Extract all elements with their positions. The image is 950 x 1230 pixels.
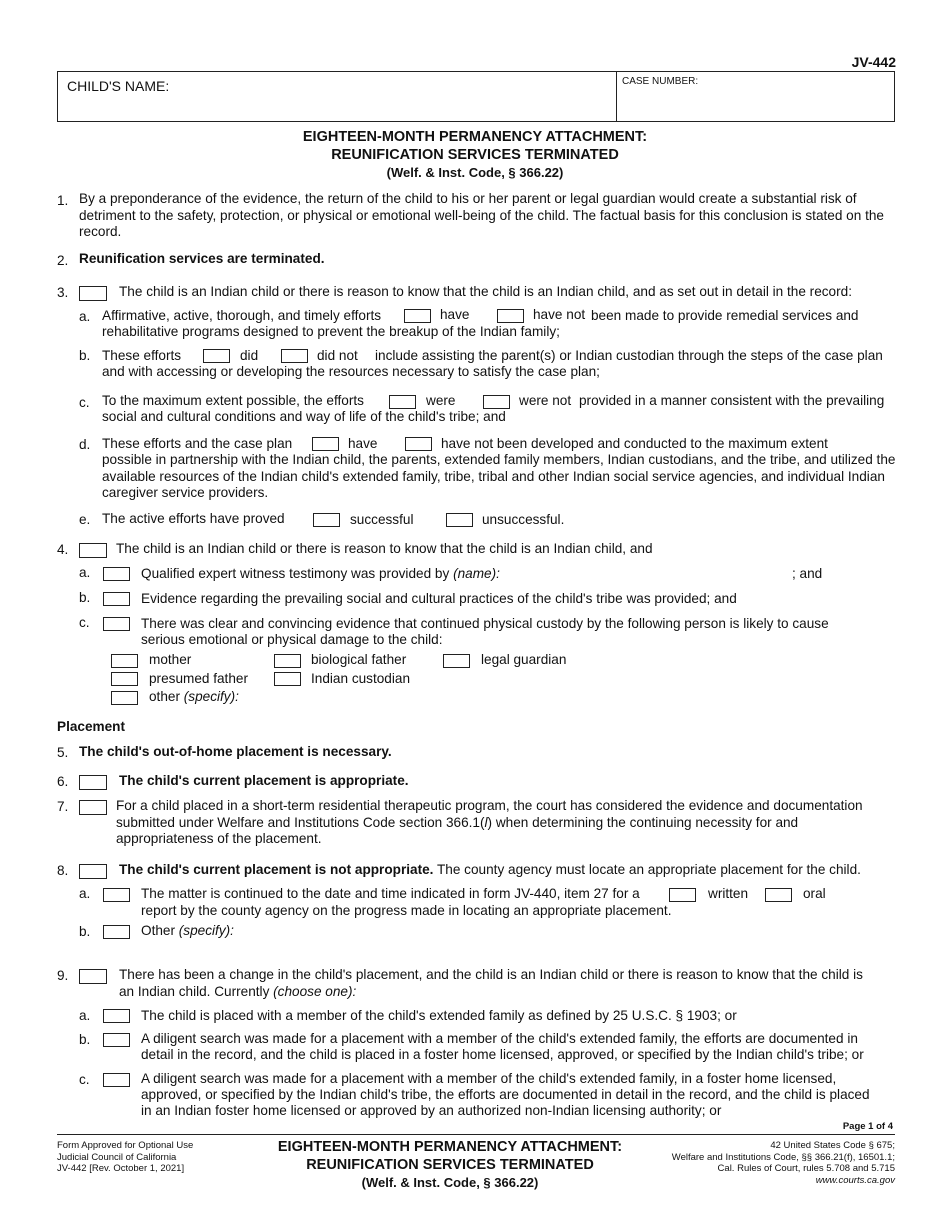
item-9a-letter: a. <box>79 1008 91 1023</box>
footer-title <box>240 1138 660 1192</box>
item-9-text-2 <box>119 984 356 1001</box>
item-8-text <box>119 862 861 879</box>
item-4c-indian-custodian-label: Indian custodian <box>311 671 411 686</box>
item-4c-other-text: other <box>149 689 180 704</box>
footer-left-2: Judicial Council of California <box>57 1151 177 1163</box>
item-9b-text-1: A diligent search was made for a placement with a member of the child's extended family, the efforts are documented in <box>141 1031 858 1046</box>
item-8b-specify: (specify): <box>178 923 234 938</box>
item-3d-letter: d. <box>79 437 91 452</box>
item-4b-text: Evidence regarding the prevailing social and cultural practices of the child's tribe was provided; and <box>141 591 737 606</box>
page-number: Page 1 of 4 <box>842 1121 893 1132</box>
item-3e-successful-checkbox[interactable] <box>313 513 340 527</box>
footer-right-3: Cal. Rules of Court, rules 5.708 and 5.715 <box>717 1163 895 1174</box>
item-4c-bio-father-checkbox[interactable] <box>274 654 301 668</box>
item-8a-checkbox[interactable] <box>103 888 130 902</box>
item-3b-letter: b. <box>79 348 91 363</box>
item-9c-text-1: A diligent search was made for a placement with a member of the child's extended family, in a foster home licensed, <box>141 1071 837 1086</box>
form-number: JV-442 <box>851 54 896 70</box>
item-7-text-1: For a child placed in a short-term residential therapeutic program, the court has considered the evidence and documentation <box>116 798 863 813</box>
item-4a-text-italic: (name): <box>453 566 500 581</box>
item-3-text: The child is an Indian child or there is reason to know that the child is an Indian child, and as set out in detail in the record: <box>119 284 852 299</box>
item-9c-letter: c. <box>79 1072 90 1087</box>
footer-right-1: 42 United States Code § 675; <box>770 1140 895 1151</box>
item-8a-text-1: The matter is continued to the date and time indicated in form JV-440, item 27 for a <box>141 886 640 901</box>
item-4b-letter: b. <box>79 590 91 605</box>
item-4c-bio-father-label: biological father <box>311 652 407 667</box>
title-line-3: (Welf. & Inst. Code, § 366.22) <box>386 165 564 180</box>
item-8b-text <box>141 923 234 940</box>
item-9b-letter: b. <box>79 1032 91 1047</box>
title-line-2: REUNIFICATION SERVICES TERMINATED <box>331 147 619 163</box>
item-3b-did-checkbox[interactable] <box>203 349 230 363</box>
courts-website-link[interactable]: www.courts.ca.gov <box>815 1174 895 1186</box>
item-3b-did-not-checkbox[interactable] <box>281 349 308 363</box>
item-2-number: 2. <box>57 253 69 268</box>
item-1-text: By a preponderance of the evidence, the return of the child to his or her parent or legal guardian would create a substantial risk of detriment to the safety, protection, or physical or emotional well-being of the child. The factual basis for this conclusion is stated on the record. <box>79 191 884 239</box>
item-4c-legal-guardian-checkbox[interactable] <box>443 654 470 668</box>
item-3b-text-2: include assisting the parent(s) or Indian custodian through the steps of the case plan <box>375 348 883 363</box>
item-8a-written-label: written <box>708 886 749 901</box>
item-3e-unsuccessful-checkbox[interactable] <box>446 513 473 527</box>
item-3d-text-1: These efforts and the case plan <box>102 436 293 451</box>
item-8b-checkbox[interactable] <box>103 925 130 939</box>
item-2-text: Reunification services are terminated. <box>79 251 325 266</box>
footer-rule <box>57 1134 895 1135</box>
item-8a-letter: a. <box>79 886 91 901</box>
item-6-text: The child's current placement is appropriate. <box>119 773 409 788</box>
item-1-number: 1. <box>57 193 69 208</box>
item-3c-text-1: To the maximum extent possible, the efforts <box>102 393 364 408</box>
item-7-text-3: appropriateness of the placement. <box>116 831 322 846</box>
item-8-text-rest: The county agency must locate an appropriate placement for the child. <box>433 862 861 877</box>
item-3b-text-3: and with accessing or developing the resources necessary to satisfy the case plan; <box>102 364 600 379</box>
footer-right <box>672 1140 895 1186</box>
placement-heading: Placement <box>57 719 126 734</box>
item-3d-have-label: have <box>348 436 378 451</box>
item-8b-other: Other <box>141 923 175 938</box>
item-4a-checkbox[interactable] <box>103 567 130 581</box>
item-4c-other-checkbox[interactable] <box>111 691 138 705</box>
item-9-checkbox[interactable] <box>79 969 107 984</box>
item-3c-letter: c. <box>79 395 90 410</box>
item-3a-text-3: rehabilitative programs designed to prevent the breakup of the Indian family; <box>102 324 560 339</box>
item-6-number: 6. <box>57 774 69 789</box>
item-3b-did-not-label: did not <box>317 348 358 363</box>
item-9c-checkbox[interactable] <box>103 1073 130 1087</box>
item-9b-checkbox[interactable] <box>103 1033 130 1047</box>
item-4a-letter: a. <box>79 565 91 580</box>
item-4-text: The child is an Indian child or there is reason to know that the child is an Indian child, and <box>116 541 653 556</box>
item-7-text-2a: submitted under Welfare and Institutions Code section 366.1( <box>116 815 485 830</box>
item-4-checkbox[interactable] <box>79 543 107 558</box>
item-3d-have-not-label: have not been developed and conducted to the maximum extent <box>441 436 828 451</box>
item-9c-text-2: approved, or specified by the Indian child's tribe, the efforts are documented in detail in the record, and the child is placed <box>141 1087 870 1102</box>
item-9c-text-3: in an Indian foster home licensed or approved by an authorized non-Indian licensing authority; or <box>141 1103 722 1118</box>
item-7-text-2-italic: l <box>484 815 488 830</box>
item-3c-text-3: social and cultural conditions and way of life of the child's tribe; and <box>102 409 506 424</box>
item-3e-unsuccessful-label: unsuccessful. <box>482 512 565 527</box>
item-4c-other-label <box>149 689 239 706</box>
footer-left <box>57 1140 193 1175</box>
item-4c-legal-guardian-label: legal guardian <box>481 652 567 667</box>
item-4c-indian-custodian-checkbox[interactable] <box>274 672 301 686</box>
item-3c-were-not-checkbox[interactable] <box>483 395 510 409</box>
title-line-1: EIGHTEEN-MONTH PERMANENCY ATTACHMENT: <box>302 129 648 145</box>
item-4c-presumed-father-label: presumed father <box>149 671 248 686</box>
footer-title-2: REUNIFICATION SERVICES TERMINATED <box>306 1157 594 1173</box>
item-7-number: 7. <box>57 799 69 814</box>
item-4c-text-2: serious emotional or physical damage to the child: <box>141 632 443 647</box>
item-4a-text <box>141 566 500 583</box>
case-number-label: CASE NUMBER: <box>622 76 699 87</box>
item-4b-checkbox[interactable] <box>103 592 130 606</box>
item-3a-have-not-label: have not <box>533 307 586 322</box>
item-9a-checkbox[interactable] <box>103 1009 130 1023</box>
item-3a-have-checkbox[interactable] <box>404 309 431 323</box>
item-3a-letter: a. <box>79 309 91 324</box>
item-4c-mother-label: mother <box>149 652 192 667</box>
item-8-number: 8. <box>57 863 69 878</box>
item-3-number: 3. <box>57 285 69 300</box>
footer-title-3: (Welf. & Inst. Code, § 366.22) <box>361 1175 539 1190</box>
item-3e-letter: e. <box>79 512 91 527</box>
item-3c-were-label: were <box>426 393 456 408</box>
item-9-number: 9. <box>57 968 69 983</box>
item-3d-have-checkbox[interactable] <box>312 437 339 451</box>
item-4a-text-main: Qualified expert witness testimony was provided by <box>141 566 450 581</box>
item-7-text-2b: ) when determining the continuing necessity for and <box>487 815 799 830</box>
item-3a-text-1: Affirmative, active, thorough, and timely efforts <box>102 308 382 323</box>
item-8-text-bold: The child's current placement is not appropriate. <box>119 862 434 877</box>
footer-right-2: Welfare and Institutions Code, §§ 366.21(f), 16501.1; <box>671 1151 895 1163</box>
item-4c-presumed-father-checkbox[interactable] <box>111 672 138 686</box>
item-8a-oral-label: oral <box>803 886 826 901</box>
item-9b-text-2: detail in the record, and the child is placed in a foster home licensed, approved, or specified by the Indian child's tribe; or <box>141 1047 864 1062</box>
item-3-checkbox[interactable] <box>79 286 107 301</box>
item-8a-oral-checkbox[interactable] <box>765 888 792 902</box>
footer-left-3: JV-442 [Rev. October 1, 2021] <box>57 1163 185 1174</box>
item-7-text-2 <box>116 815 798 832</box>
item-8a-written-checkbox[interactable] <box>669 888 696 902</box>
item-5-text: The child's out-of-home placement is necessary. <box>79 744 392 759</box>
item-9-text-2-italic: (choose one): <box>273 984 357 999</box>
item-5-number: 5. <box>57 745 69 760</box>
header-divider <box>616 72 617 122</box>
footer-title-1: EIGHTEEN-MONTH PERMANENCY ATTACHMENT: <box>277 1139 623 1155</box>
item-8-checkbox[interactable] <box>79 864 107 879</box>
item-4c-text-1: There was clear and convincing evidence that continued physical custody by the following person is likely to cause <box>141 616 829 631</box>
item-4c-letter: c. <box>79 615 90 630</box>
item-3c-were-not-label: were not <box>519 393 572 408</box>
item-8b-letter: b. <box>79 924 91 939</box>
item-4c-checkbox[interactable] <box>103 617 130 631</box>
item-9a-text: The child is placed with a member of the child's extended family as defined by 25 U.S.C. § 1903; or <box>141 1008 737 1023</box>
item-8a-text-2: report by the county agency on the progress made in locating an appropriate placement. <box>141 903 672 918</box>
item-4-number: 4. <box>57 542 69 557</box>
item-4a-and: ; and <box>792 566 823 581</box>
item-9-text-2-main: an Indian child. Currently <box>119 984 270 999</box>
item-6-checkbox[interactable] <box>79 775 107 790</box>
child-name-label: CHILD'S NAME: <box>67 78 170 94</box>
item-3b-text-1: These efforts <box>102 348 182 363</box>
item-3e-successful-label: successful <box>350 512 414 527</box>
footer-left-1: Form Approved for Optional Use <box>57 1140 194 1151</box>
form-title <box>0 128 950 182</box>
item-9-text-1: There has been a change in the child's placement, and the child is an Indian child or there is reason to know that the child is <box>119 967 863 982</box>
item-4c-other-specify: (specify): <box>183 689 239 704</box>
item-3e-text: The active efforts have proved <box>102 511 285 526</box>
item-3b-did-label: did <box>240 348 259 363</box>
item-3a-have-not-checkbox[interactable] <box>497 309 524 323</box>
item-3c-were-checkbox[interactable] <box>389 395 416 409</box>
item-4c-mother-checkbox[interactable] <box>111 654 138 668</box>
item-7-checkbox[interactable] <box>79 800 107 815</box>
item-3d-text-3: possible in partnership with the Indian child, the parents, extended family members, Indian custodians, and the tribe, and utilized the available resources of the Indian child's extended family, tribe, tribal and other Indian social service agencies, and individual Indian caregiver service providers. <box>102 452 896 500</box>
item-3a-text-2: been made to provide remedial services and <box>591 308 859 323</box>
item-3c-text-2: provided in a manner consistent with the prevailing <box>579 393 885 408</box>
item-3a-have-label: have <box>440 307 470 322</box>
header-box <box>57 71 895 122</box>
item-3d-have-not-checkbox[interactable] <box>405 437 432 451</box>
